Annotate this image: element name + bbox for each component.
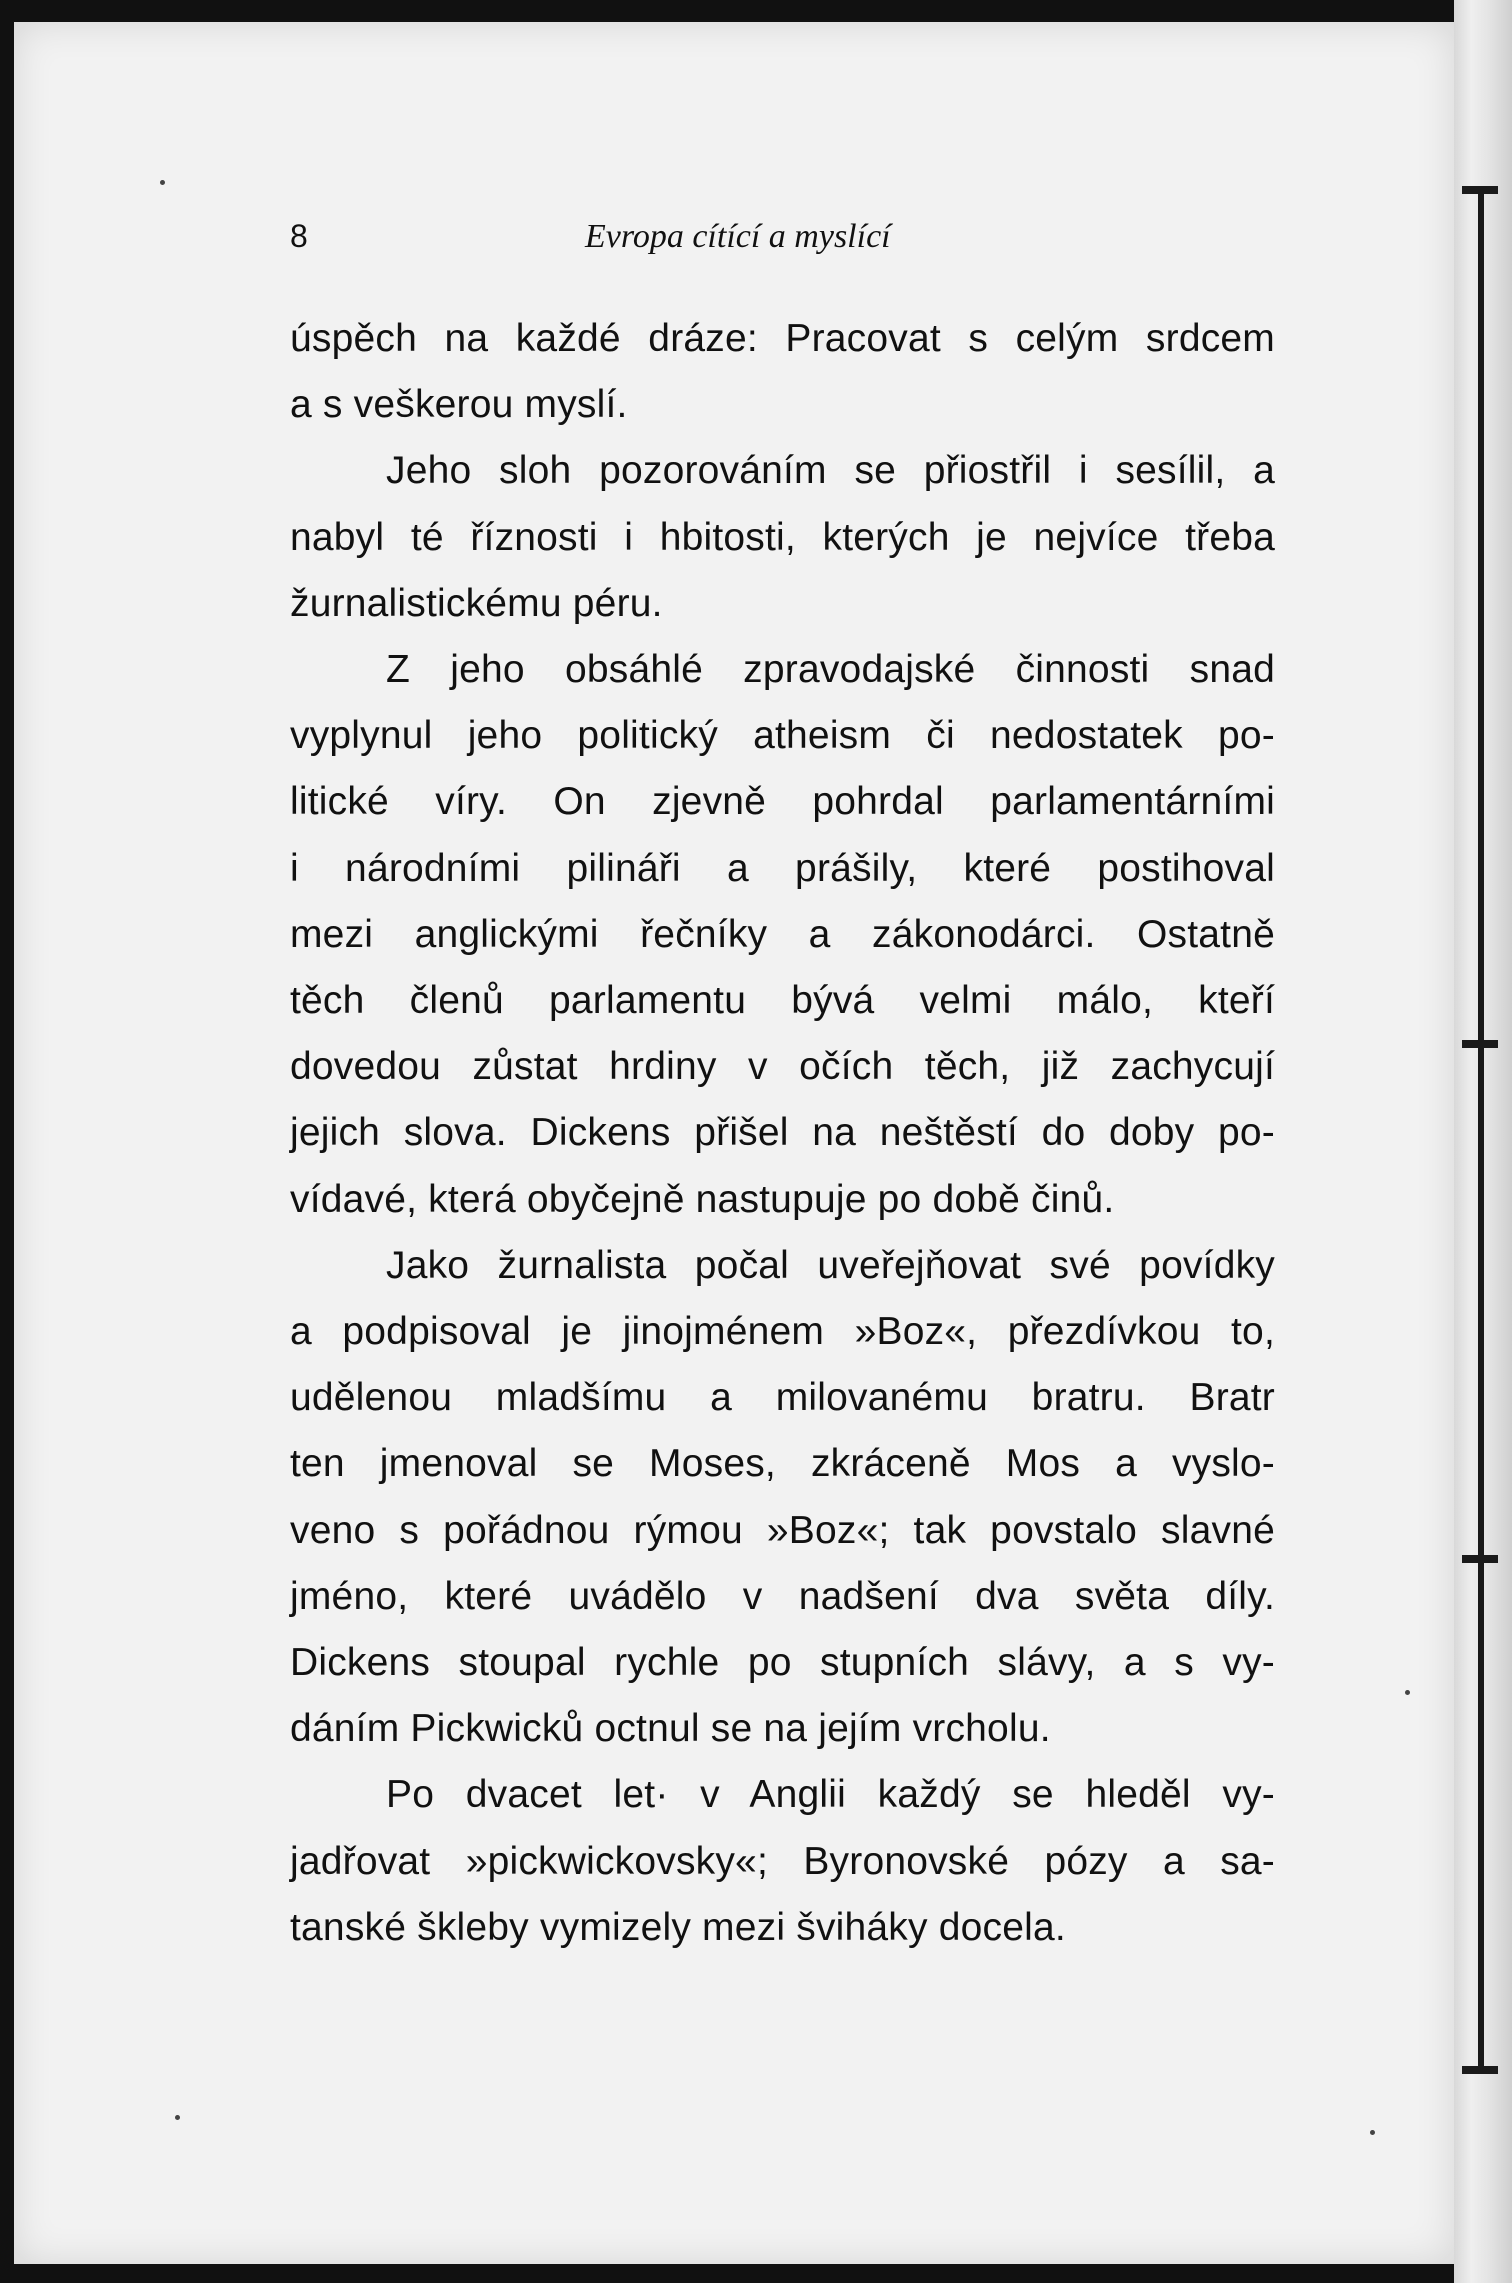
text-line: dovedou zůstat hrdiny v očích těch, již zachycují: [290, 1045, 1275, 1089]
text-line: vyplynul jeho politický atheism či nedostatek po-: [290, 714, 1275, 758]
text-line: a podpisoval je jinojménem »Boz«, přezdívkou to,: [290, 1310, 1275, 1354]
text-line: nabyl té říznosti i hbitosti, kterých je nejvíce třeba: [290, 515, 1275, 559]
binding-mark: [1462, 1040, 1498, 1048]
paragraph: [290, 1762, 1275, 1961]
text-line: Po dvacet let· v Anglii každý se hleděl vy-: [386, 1773, 1275, 1817]
text-line: Jako žurnalista počal uveřejňovat své povídky: [386, 1243, 1275, 1287]
paper-speck: [175, 2115, 180, 2120]
text-line: mezi anglickými řečníky a zákonodárci. Ostatně: [290, 912, 1275, 956]
page-header: [290, 218, 990, 268]
binding-mark: [1462, 1555, 1498, 1563]
binding-mark: [1462, 2066, 1498, 2074]
text-line: tanské škleby vymizely mezi šviháky docela.: [290, 1905, 1066, 1949]
page-number: 8: [290, 218, 308, 254]
paragraph: [290, 438, 1275, 637]
text-line: jejich slova. Dickens přišel na neštěstí do doby po-: [290, 1111, 1275, 1155]
text-line: udělenou mladšímu a milovanému bratru. Bratr: [290, 1376, 1275, 1420]
body-text: [290, 306, 1275, 1961]
paragraph: [290, 637, 1275, 1233]
text-line: ten jmenoval se Moses, zkráceně Mos a vyslo-: [290, 1442, 1275, 1486]
text-line: jméno, které uvádělo v nadšení dva světa díly.: [290, 1574, 1275, 1618]
text-line: i národními pilináři a prášily, které postihoval: [290, 846, 1275, 890]
text-line: veno s pořádnou rýmou »Boz«; tak povstalo slavné: [290, 1508, 1275, 1552]
running-title: Evropa cítící a myslící: [585, 218, 891, 255]
paper-speck: [160, 180, 165, 185]
text-line: dáním Pickwicků octnul se na jejím vrcholu.: [290, 1707, 1051, 1751]
paragraph: [290, 306, 1275, 438]
text-line: Z jeho obsáhlé zpravodajské činnosti snad: [386, 648, 1275, 692]
text-line: litické víry. On zjevně pohrdal parlamentárními: [290, 780, 1275, 824]
binding-mark: [1462, 186, 1498, 194]
text-line: úspěch na každé dráze: Pracovat s celým srdcem: [290, 317, 1275, 360]
paper-speck: [1370, 2130, 1375, 2135]
text-line: těch členů parlamentu bývá velmi málo, kteří: [290, 979, 1275, 1023]
text-line: Dickens stoupal rychle po stupních slávy, a s vy-: [290, 1641, 1275, 1685]
text-line: Jeho sloh pozorováním se přiostřil i sesílil, a: [386, 449, 1275, 493]
paper-speck: [1405, 1690, 1410, 1695]
text-line: jadřovat »pickwickovsky«; Byronovské pózy a sa-: [290, 1839, 1275, 1883]
paragraph: [290, 1233, 1275, 1763]
text-line: žurnalistickému péru.: [290, 581, 663, 625]
text-line: vídavé, která obyčejně nastupuje po době činů.: [290, 1177, 1115, 1221]
binding-edge: [1478, 190, 1484, 2070]
text-line: a s veškerou myslí.: [290, 383, 628, 427]
